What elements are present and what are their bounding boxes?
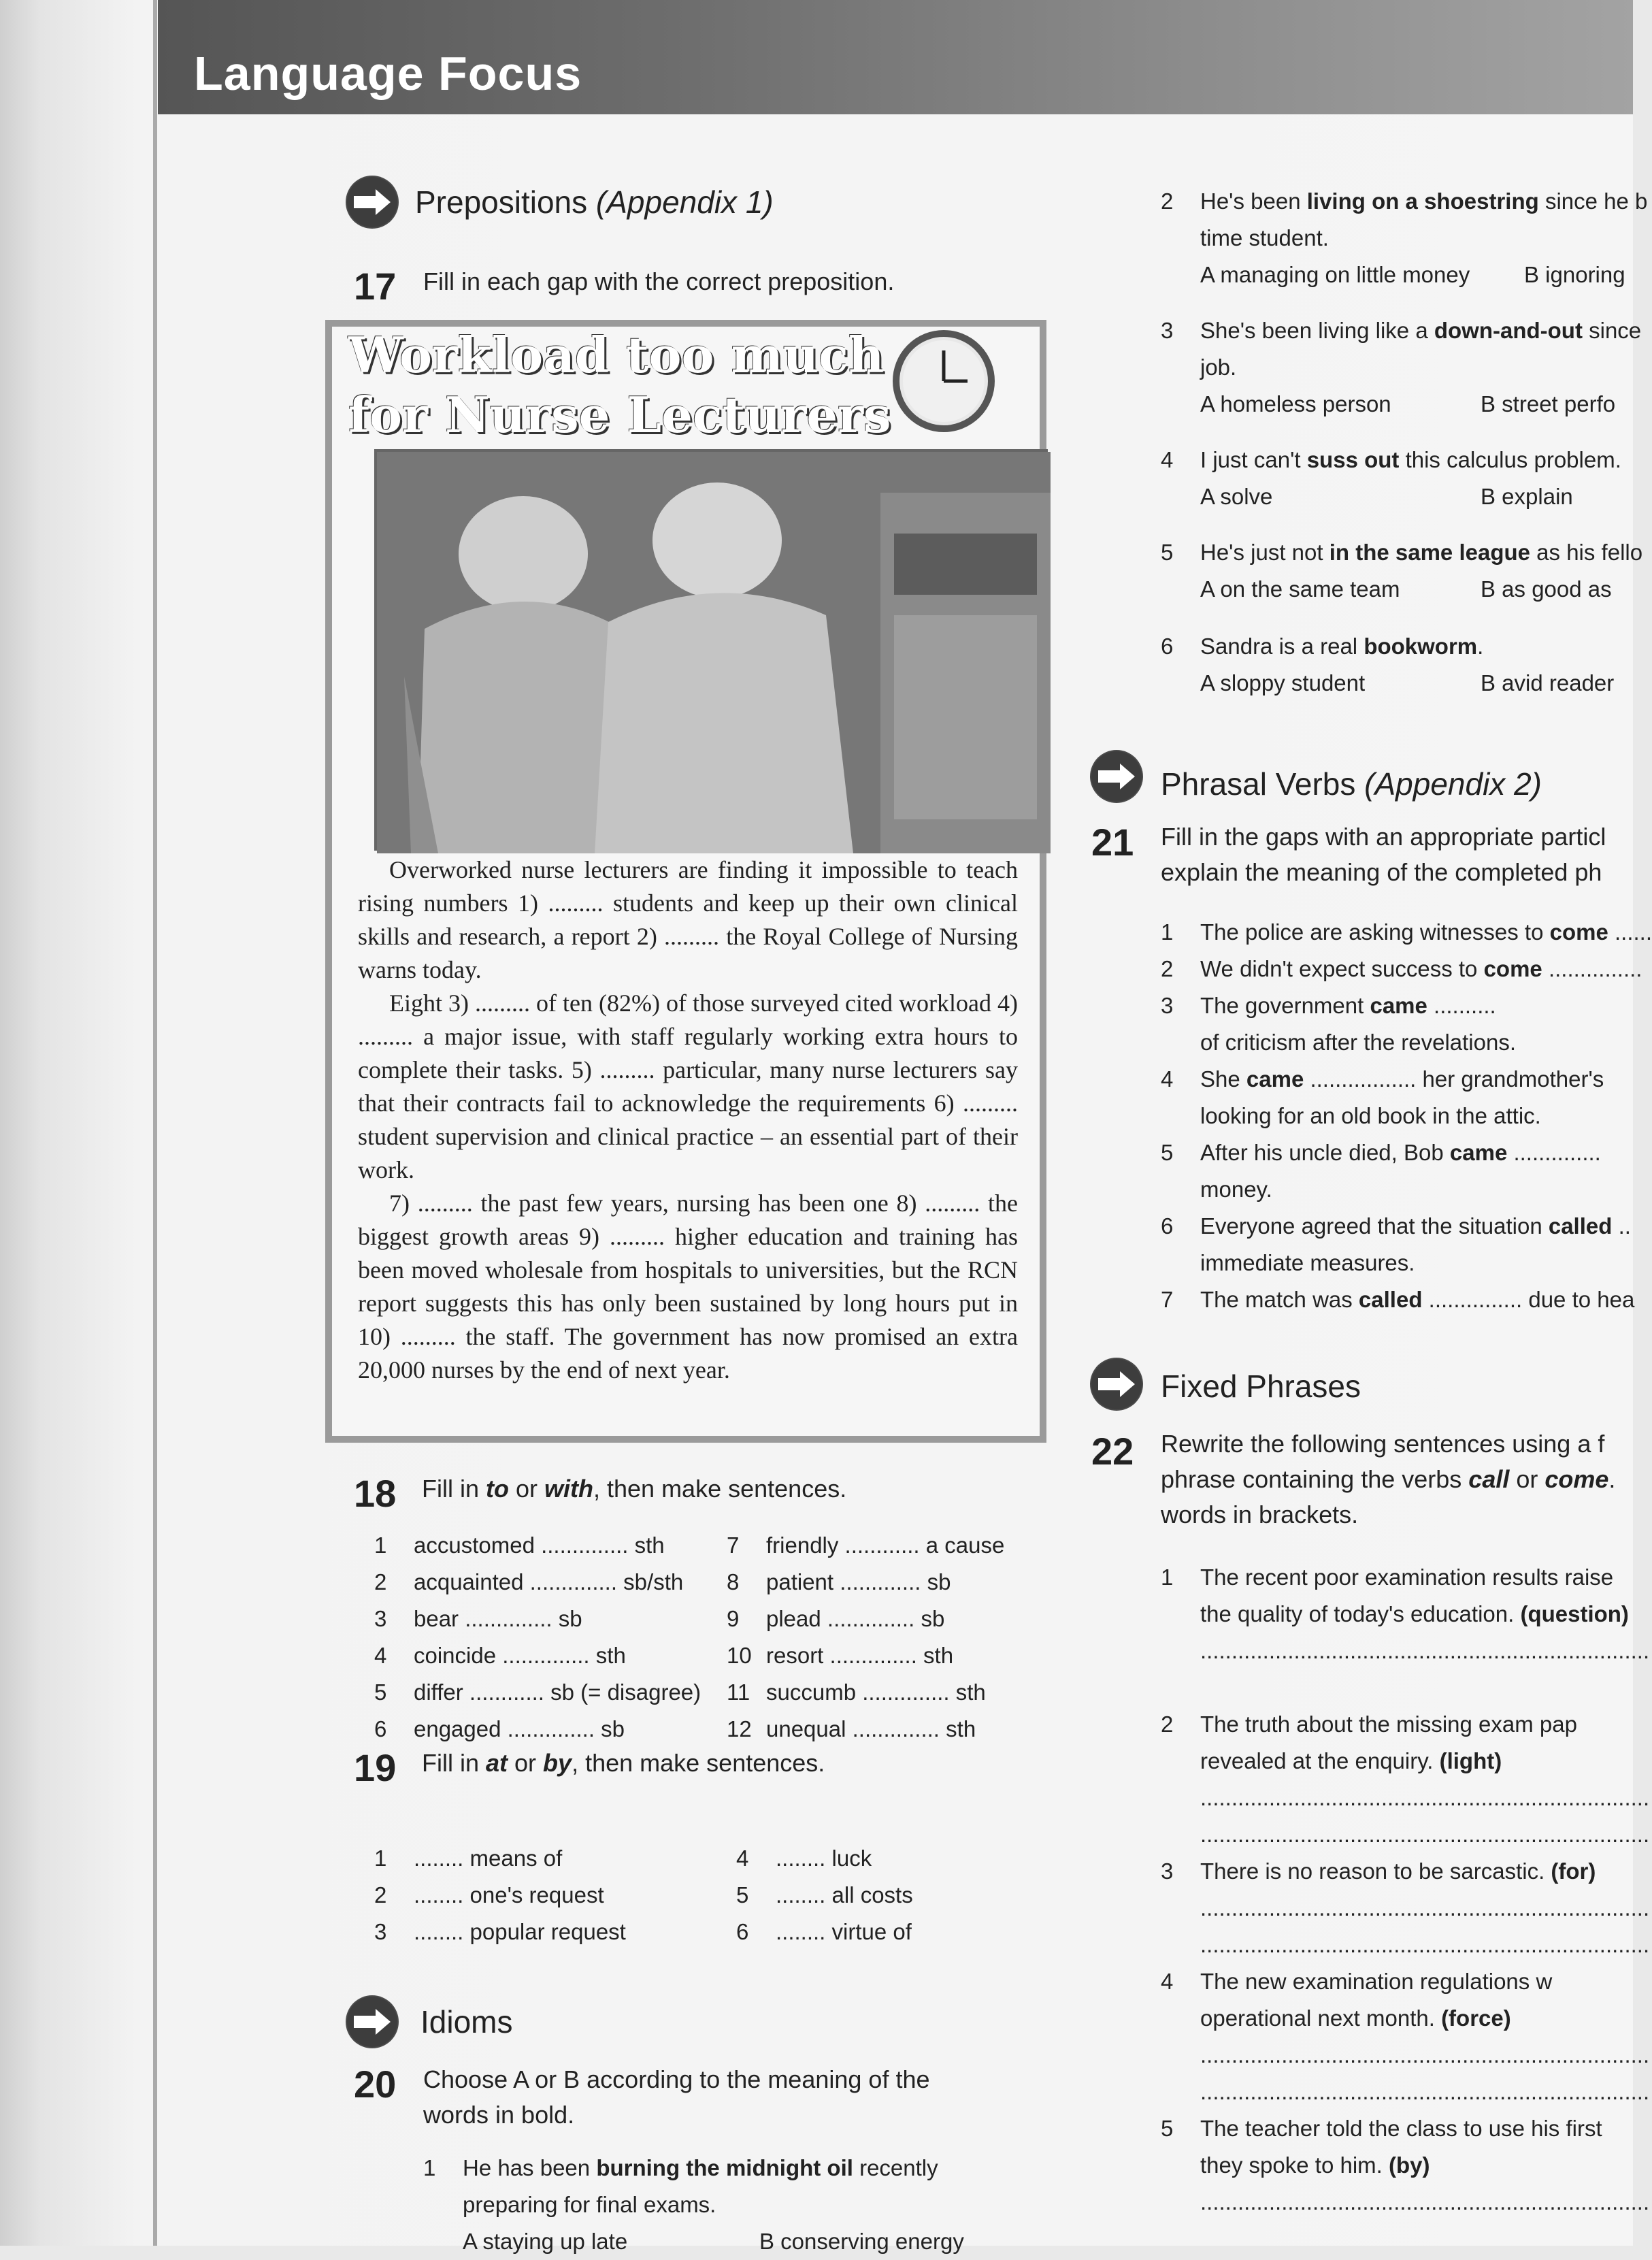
- item-number: 1: [374, 1533, 387, 1558]
- exercise-number-19: 19: [354, 1746, 397, 1789]
- item-number: 7: [1161, 1287, 1174, 1312]
- q-hint: (for): [1551, 1858, 1596, 1884]
- exercise-number-22: 22: [1091, 1430, 1134, 1473]
- list-item-continued: immediate measures.: [1200, 1250, 1415, 1275]
- instr-text: or: [508, 1749, 544, 1777]
- instr-keyword: at: [486, 1749, 508, 1777]
- idiom-q3-line2: job.: [1200, 355, 1237, 380]
- list-item: [374, 1569, 683, 1595]
- idiom-q2: [1161, 182, 1647, 220]
- list-item: [736, 1919, 912, 1945]
- instr-line: words in bold.: [423, 2101, 575, 2129]
- q-text: The truth about the missing exam pap: [1200, 1712, 1577, 1737]
- q-text: She's been living like a: [1200, 318, 1434, 343]
- exercise-20-q1-line2: preparing for final exams.: [463, 2192, 716, 2217]
- list-item: [1161, 1060, 1604, 1098]
- list-item: [727, 1680, 986, 1705]
- answer-line[interactable]: ........................................................................: [1200, 2042, 1650, 2067]
- arrow-icon: [1090, 1358, 1143, 1411]
- rewrite-q1-line2: [1200, 1595, 1629, 1633]
- item-number: 4: [1161, 447, 1174, 472]
- item-number: 5: [1161, 1140, 1174, 1165]
- q-text: ..............: [1507, 1140, 1601, 1165]
- arrow-icon: [1090, 750, 1143, 803]
- item-text: acquainted .............. sb/sth: [414, 1569, 684, 1594]
- item-number: 1: [374, 1846, 387, 1871]
- idiom-q2-optA: A managing on little money: [1200, 262, 1470, 287]
- item-text: friendly ............ a cause: [766, 1533, 1005, 1558]
- q-bold: bookworm: [1364, 634, 1478, 659]
- item-number: 2: [374, 1882, 387, 1907]
- q-text: ............... due to hea: [1422, 1287, 1635, 1312]
- q-text: ..: [1612, 1213, 1631, 1239]
- q-hint: (question): [1520, 1601, 1629, 1626]
- list-item: [727, 1606, 944, 1632]
- q-text: We didn't expect success to: [1200, 956, 1484, 981]
- q-text: The teacher told the class to use his first: [1200, 2116, 1602, 2141]
- q-text: ..........: [1427, 993, 1496, 1018]
- list-item: [374, 1882, 604, 1908]
- item-number: 8: [727, 1569, 740, 1594]
- rewrite-q4: [1161, 1963, 1552, 2000]
- instr-line: explain the meaning of the completed ph: [1161, 858, 1602, 886]
- q-text: ...............: [1542, 956, 1642, 981]
- instr-text: or: [1509, 1465, 1545, 1493]
- q-hint: (force): [1441, 2005, 1511, 2031]
- exercise-20-q1-optA: A staying up late: [463, 2229, 628, 2254]
- list-item-continued: of criticism after the revelations.: [1200, 1030, 1516, 1055]
- nurses-photo: [374, 449, 1048, 851]
- idiom-q5: [1161, 534, 1642, 571]
- q-hint: (by): [1388, 2152, 1430, 2178]
- answer-line[interactable]: ........................................................................: [1200, 2189, 1650, 2214]
- list-item: [736, 1882, 913, 1908]
- exercise-18-instruction: [422, 1471, 846, 1507]
- q-bold: living on a shoestring: [1306, 189, 1539, 214]
- list-item-continued: looking for an old book in the attic.: [1200, 1103, 1541, 1128]
- answer-line[interactable]: ........................................................................: [1200, 1895, 1650, 1920]
- instr-keyword: call: [1468, 1465, 1510, 1493]
- q-text: since: [1582, 318, 1642, 343]
- article-paragraph: Overworked nurse lecturers are finding it impossible to teach rising numbers 1) ......... students and keep up their own clinical skills and research, a report 2) ......... the Royal College of Nursing warns today.: [358, 856, 1018, 983]
- article-body: [358, 853, 1018, 1387]
- q-text: She: [1200, 1066, 1246, 1092]
- rewrite-q5-line2: [1200, 2146, 1430, 2184]
- q-bold: in the same league: [1329, 540, 1530, 565]
- section-title-text: Prepositions: [415, 184, 588, 220]
- item-number: 1: [1161, 919, 1174, 945]
- list-item: [736, 1846, 872, 1871]
- instr-text: Fill in: [422, 1749, 486, 1777]
- article-headline: [348, 325, 891, 445]
- q-text: The match was: [1200, 1287, 1359, 1312]
- answer-line[interactable]: ........................................................................: [1200, 1638, 1650, 1663]
- rewrite-q3: [1161, 1852, 1596, 1890]
- exercise-19-instruction: [422, 1746, 825, 1781]
- list-item: [1161, 1281, 1634, 1318]
- q-text: Everyone agreed that the situation: [1200, 1213, 1549, 1239]
- item-number: 11: [727, 1680, 750, 1705]
- rewrite-q2-line2: [1200, 1742, 1502, 1780]
- item-number: 5: [1161, 540, 1174, 565]
- instr-line: Rewrite the following sentences using a f: [1161, 1430, 1605, 1458]
- idiom-q3: [1161, 312, 1641, 349]
- rewrite-q2: [1161, 1705, 1577, 1743]
- item-number: 1: [1161, 1565, 1174, 1590]
- q-bold: come: [1549, 919, 1608, 945]
- item-number: 3: [374, 1606, 387, 1631]
- item-number: 4: [374, 1643, 387, 1668]
- rewrite-q5: [1161, 2110, 1602, 2147]
- item-text: differ ............ sb (= disagree): [414, 1680, 701, 1705]
- rewrite-q4-line2: [1200, 1999, 1511, 2037]
- q-text: The recent poor examination results raise: [1200, 1565, 1614, 1590]
- item-text: ........ one's request: [414, 1882, 604, 1907]
- item-number: 7: [727, 1533, 740, 1558]
- q-text: ................. her grandmother's: [1304, 1066, 1604, 1092]
- arrow-icon: [346, 176, 399, 229]
- exercise-22-instruction: [1161, 1426, 1615, 1533]
- instr-keyword: to: [486, 1475, 509, 1503]
- q-text: He's been: [1200, 189, 1307, 214]
- item-text: succumb .............. sth: [766, 1680, 986, 1705]
- answer-line[interactable]: ........................................................................: [1200, 1822, 1650, 1847]
- exercise-17-instruction: Fill in each gap with the correct preposition.: [423, 267, 895, 295]
- q-bold: down-and-out: [1434, 318, 1583, 343]
- q-bold: suss out: [1306, 447, 1400, 472]
- list-item: [1161, 987, 1496, 1024]
- answer-line[interactable]: ........................................................................: [1200, 1785, 1650, 1810]
- item-number: 10: [727, 1643, 752, 1668]
- idiom-q5-optA: A on the same team: [1200, 576, 1400, 602]
- section-title-prepositions: [415, 184, 774, 220]
- exercise-20-instruction: [423, 2062, 930, 2133]
- q-bold: called: [1358, 1287, 1423, 1312]
- section-title-idioms: Idioms: [420, 2004, 513, 2040]
- instr-text: phrase containing the verbs: [1161, 1465, 1469, 1493]
- q-bold: burning the midnight oil: [596, 2155, 853, 2180]
- q-bold: came: [1246, 1066, 1304, 1092]
- instr-text: Fill in: [422, 1475, 486, 1503]
- item-number: 6: [1161, 634, 1174, 659]
- instr-text: or: [509, 1475, 545, 1503]
- item-number: 4: [736, 1846, 749, 1871]
- item-text: resort .............. sth: [766, 1643, 954, 1668]
- q-text: The new examination regulations w: [1200, 1969, 1553, 1994]
- q-text: ......: [1608, 919, 1652, 945]
- item-number: 6: [374, 1716, 387, 1741]
- list-item: [374, 1846, 562, 1871]
- list-item: [727, 1643, 953, 1669]
- item-text: ........ all costs: [776, 1882, 913, 1907]
- item-number: 2: [1161, 189, 1174, 214]
- headline-line-1: Workload too much: [348, 326, 885, 384]
- q-bold: come: [1483, 956, 1542, 981]
- q-bold: came: [1370, 993, 1427, 1018]
- q-text: After his uncle died, Bob: [1200, 1140, 1450, 1165]
- instr-text: , then make sentences.: [593, 1475, 847, 1503]
- idiom-q6: [1161, 627, 1483, 665]
- item-number: 2: [1161, 956, 1174, 981]
- item-number: 4: [1161, 1066, 1174, 1092]
- idiom-q6-optB: B avid reader: [1481, 670, 1615, 695]
- item-text: coincide .............. sth: [414, 1643, 626, 1668]
- list-item: [374, 1680, 701, 1705]
- q-text: He's just not: [1200, 540, 1329, 565]
- item-number: 6: [736, 1919, 749, 1944]
- instr-line: Choose A or B according to the meaning of the: [423, 2065, 930, 2093]
- section-title-text: Phrasal Verbs: [1161, 766, 1356, 802]
- list-item: [374, 1919, 626, 1945]
- idiom-q3-optB: B street perfo: [1481, 391, 1616, 416]
- item-number: 4: [1161, 1969, 1174, 1994]
- list-item: [1161, 1207, 1631, 1245]
- exercise-21-instruction: [1161, 819, 1606, 890]
- instr-line: [1161, 1462, 1615, 1497]
- q-text: as his fello: [1530, 540, 1643, 565]
- appendix-ref: (Appendix 2): [1364, 766, 1542, 802]
- instr-text: , then make sentences.: [572, 1749, 825, 1777]
- item-text: plead .............. sb: [766, 1606, 945, 1631]
- instr-line: words in brackets.: [1161, 1501, 1359, 1528]
- list-item: [374, 1533, 665, 1558]
- list-item: [727, 1533, 1004, 1558]
- item-text: bear .............. sb: [414, 1606, 582, 1631]
- q-text: since he b: [1538, 189, 1648, 214]
- idiom-q2-optB: B ignoring: [1524, 262, 1625, 287]
- exercise-number-21: 21: [1091, 821, 1134, 864]
- q-text: the quality of today's education.: [1200, 1601, 1521, 1626]
- q-text: this calculus problem.: [1399, 447, 1621, 472]
- item-number: 3: [1161, 318, 1174, 343]
- list-item: [374, 1716, 625, 1742]
- item-number: 3: [1161, 993, 1174, 1018]
- instr-keyword: come: [1544, 1465, 1609, 1493]
- idiom-q3-optA: A homeless person: [1200, 391, 1391, 416]
- list-item: [1161, 950, 1642, 987]
- exercise-20-q1-optB: B conserving energy: [759, 2229, 964, 2254]
- q-text: I just can't: [1200, 447, 1307, 472]
- list-item: [727, 1569, 951, 1595]
- q-text: they spoke to him.: [1200, 2152, 1389, 2178]
- idiom-q5-optB: B as good as: [1481, 576, 1612, 602]
- instr-keyword: by: [543, 1749, 572, 1777]
- idiom-q4-optA: A solve: [1200, 484, 1273, 509]
- exercise-20-q1: [423, 2149, 938, 2187]
- item-number: 9: [727, 1606, 740, 1631]
- q-bold: called: [1548, 1213, 1613, 1239]
- idiom-q2-line2: time student.: [1200, 225, 1329, 250]
- item-number: 3: [374, 1919, 387, 1944]
- item-number: 2: [1161, 1712, 1174, 1737]
- idiom-q4: [1161, 441, 1621, 478]
- book-spine: [153, 0, 157, 2246]
- list-item: [374, 1606, 582, 1632]
- headline-line-2: for Nurse Lecturers: [348, 386, 891, 444]
- item-text: engaged .............. sb: [414, 1716, 625, 1741]
- q-text: Sandra is a real: [1200, 634, 1364, 659]
- answer-line[interactable]: ........................................................................: [1200, 2079, 1650, 2104]
- item-number: 1: [423, 2155, 436, 2180]
- article-paragraph: 7) ......... the past few years, nursing has been one 8) ......... the biggest growth areas 9) ......... higher education and training has been moved wholesale from hospitals to universities, but the RCN report suggests this has only been sustained by long hours put in 10) ......... the staff. The government has now promised an extra 20,000 nurses by the end of next year.: [358, 1190, 1018, 1383]
- item-text: ........ means of: [414, 1846, 563, 1871]
- list-item: [1161, 913, 1652, 951]
- item-text: unequal .............. sth: [766, 1716, 976, 1741]
- item-text: ........ virtue of: [776, 1919, 912, 1944]
- q-text: He has been: [463, 2155, 597, 2180]
- q-text: operational next month.: [1200, 2005, 1442, 2031]
- item-number: 12: [727, 1716, 752, 1741]
- item-text: accustomed .............. sth: [414, 1533, 665, 1558]
- q-bold: came: [1449, 1140, 1508, 1165]
- exercise-number-20: 20: [354, 2063, 397, 2106]
- item-text: ........ luck: [776, 1846, 872, 1871]
- section-title-fixed-phrases: Fixed Phrases: [1161, 1369, 1361, 1404]
- list-item: [374, 1643, 626, 1669]
- item-number: 3: [1161, 1858, 1174, 1884]
- q-text: revealed at the enquiry.: [1200, 1748, 1440, 1773]
- q-text: There is no reason to be sarcastic.: [1200, 1858, 1551, 1884]
- instr-line: Fill in the gaps with an appropriate particl: [1161, 823, 1606, 851]
- item-number: 6: [1161, 1213, 1174, 1239]
- q-hint: (light): [1439, 1748, 1502, 1773]
- appendix-ref: (Appendix 1): [595, 184, 774, 220]
- q-text: The government: [1200, 993, 1370, 1018]
- item-number: 5: [1161, 2116, 1174, 2141]
- list-item: [727, 1716, 976, 1742]
- clock-icon: [893, 330, 995, 432]
- q-text: The police are asking witnesses to: [1200, 919, 1550, 945]
- item-number: 2: [374, 1569, 387, 1594]
- idiom-q4-optB: B explain: [1481, 484, 1573, 509]
- exercise-number-17: 17: [354, 265, 397, 308]
- article-paragraph: Eight 3) ......... of ten (82%) of those surveyed cited workload 4) ......... a major issue, with staff regularly working extra hours to complete their tasks. 5) ......... particular, many nurse lecturers say that their contracts fail to acknowledge the requirements 6) ......... student supervision and clinical practice – an essential part of their work.: [358, 989, 1018, 1183]
- rewrite-q1: [1161, 1558, 1613, 1596]
- instr-keyword: with: [544, 1475, 593, 1503]
- item-text: patient ............. sb: [766, 1569, 951, 1594]
- item-text: ........ popular request: [414, 1919, 626, 1944]
- exercise-number-18: 18: [354, 1472, 397, 1515]
- idiom-q6-optA: A sloppy student: [1200, 670, 1366, 695]
- q-text: .: [1477, 634, 1484, 659]
- item-number: 5: [736, 1882, 749, 1907]
- page-title: Language Focus: [194, 47, 582, 100]
- list-item-continued: money.: [1200, 1177, 1272, 1202]
- section-title-phrasal-verbs: [1161, 766, 1542, 802]
- list-item: [1161, 1134, 1601, 1171]
- instr-text: .: [1608, 1465, 1616, 1493]
- q-text: recently: [853, 2155, 938, 2180]
- answer-line[interactable]: ........................................................................: [1200, 1932, 1650, 1957]
- arrow-icon: [346, 1995, 399, 2048]
- item-number: 5: [374, 1680, 387, 1705]
